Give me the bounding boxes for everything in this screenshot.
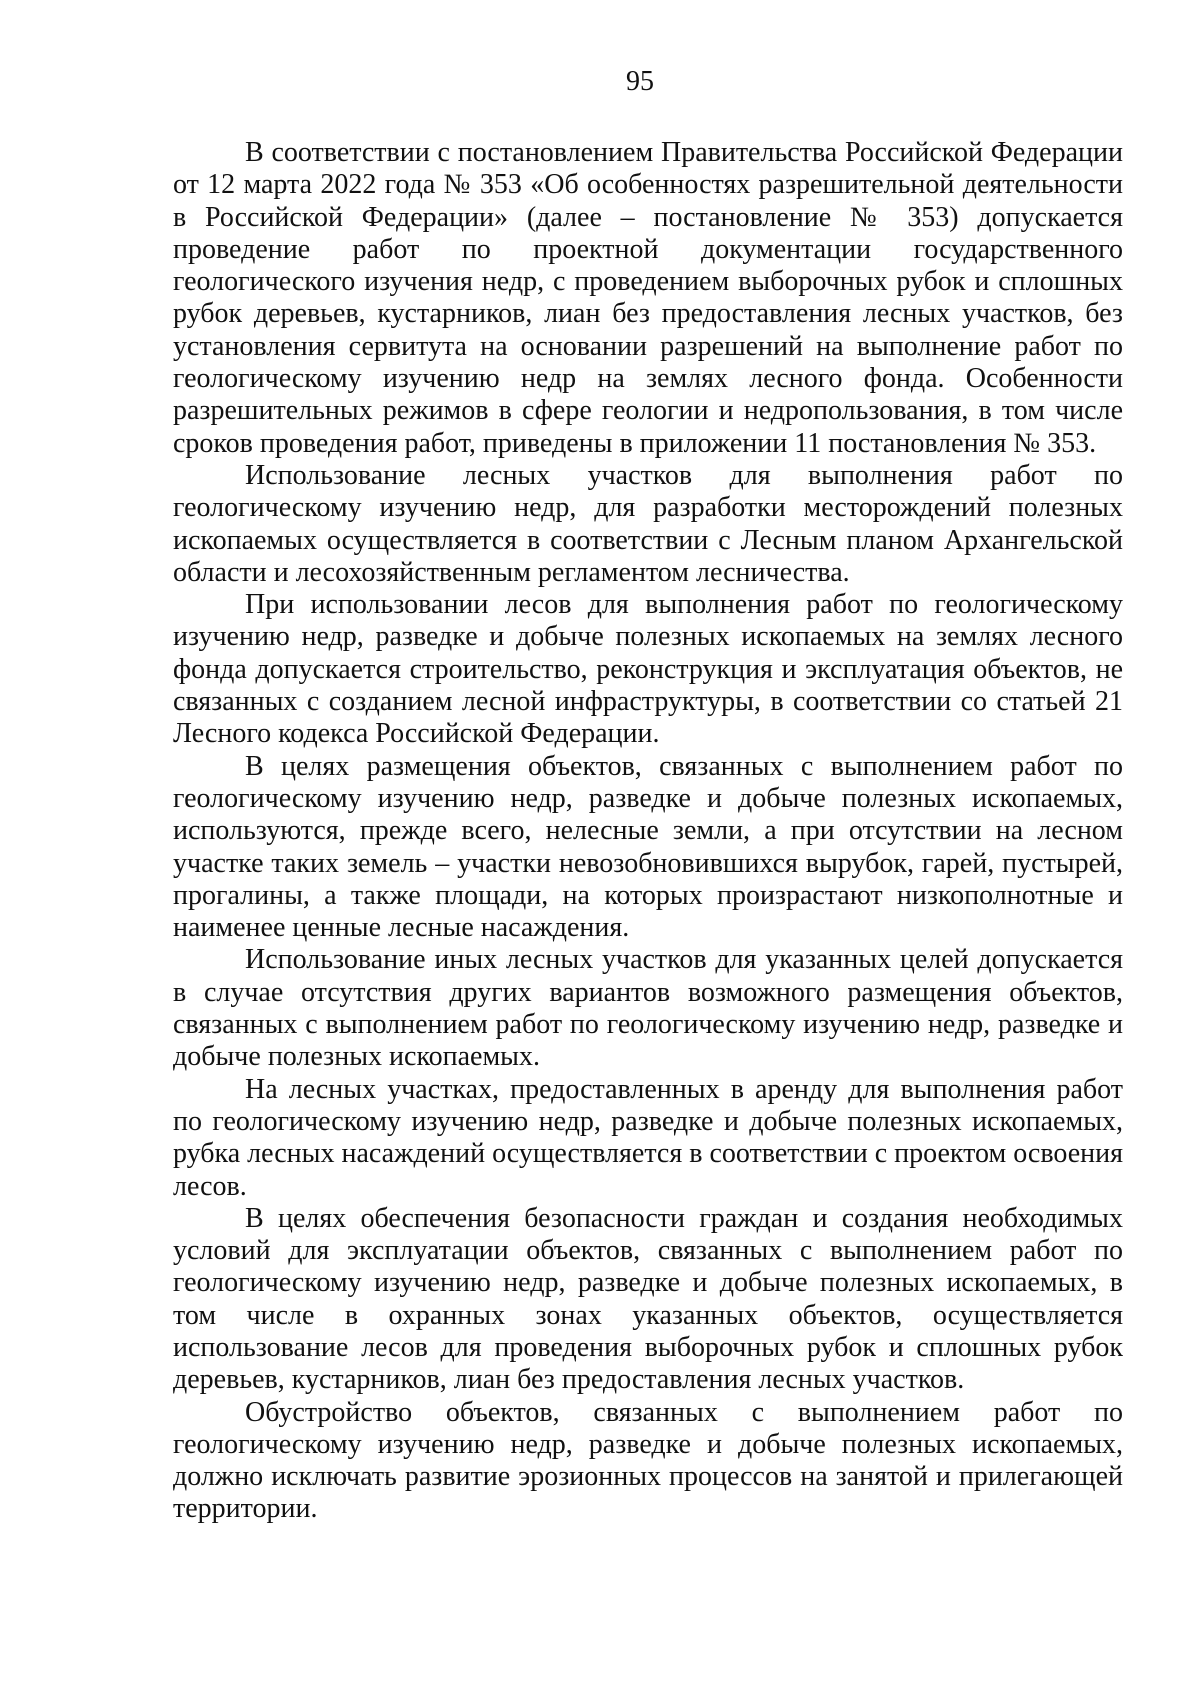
paragraph-forest-plot-use: Использование лесных участков для выполнения работ по геологическому изучению недр, для разработки месторождений полезных ископаемых осуществляется в соответствии с Лесным планом Архангельской области и лесохозяйственным регламентом лесничества.: [173, 459, 1123, 588]
paragraph-safety-felling: В целях обеспечения безопасности граждан и создания необходимых условий для эксплуатации объектов, связанных с выполнением работ по геологическому изучению недр, разведке и добыче полезных ископаемых, в том числе в охранных зонах указанных объектов, осуществляется использование лесов для проведения выборочных рубок и сплошных рубок деревьев, кустарников, лиан без предоставления лесных участков.: [173, 1202, 1123, 1396]
page-number: 95: [626, 66, 654, 97]
paragraph-resolution-353: В соответствии с постановлением Правительства Российской Федерации от 12 марта 2022 года № 353 «Об особенностях разрешительной деятельности в Российской Федерации» (далее – постановление № 353) допускается проведение работ по проектной документации государственного геологического изучения недр, с проведением выборочных рубок и сплошных рубок деревьев, кустарников, лиан без предоставления лесных участков, без установления сервитута на основании разрешений на выполнение работ по геологическому изучению недр на землях лесного фонда. Особенности разрешительных режимов в сфере геологии и недропользования, в том числе сроков проведения работ, приведены в приложении 11 постановления № 353.: [173, 137, 1123, 459]
paragraph-placement-priority: В целях размещения объектов, связанных с выполнением работ по геологическому изучению недр, разведке и добыче полезных ископаемых, используются, прежде всего, нелесные земли, а при отсутствии на лесном участке таких земель – участки невозобновившихся вырубок, гарей, пустырей, прогалины, а также площади, на которых произрастают низкополнотные и наименее ценные лесные насаждения.: [173, 750, 1123, 944]
paragraph-other-plots: Использование иных лесных участков для указанных целей допускается в случае отсутствия других вариантов возможного размещения объектов, связанных с выполнением работ по геологическому изучению недр, разведке и добыче полезных ископаемых.: [173, 944, 1123, 1073]
paragraph-construction-allowed: При использовании лесов для выполнения работ по геологическому изучению недр, разведке и добыче полезных ископаемых на землях лесного фонда допускается строительство, реконструкция и эксплуатация объектов, не связанных с созданием лесной инфраструктуры, в соответствии со статьей 21 Лесного кодекса Российской Федерации.: [173, 589, 1123, 750]
paragraph-leased-plots: На лесных участках, предоставленных в аренду для выполнения работ по геологическому изучению недр, разведке и добыче полезных ископаемых, рубка лесных насаждений осуществляется в соответствии с проектом освоения лесов.: [173, 1073, 1123, 1202]
paragraph-erosion-prevention: Обустройство объектов, связанных с выполнением работ по геологическому изучению недр, разведке и добыче полезных ископаемых, должно исключать развитие эрозионных процессов на занятой и прилегающей территории.: [173, 1396, 1123, 1525]
document-body: [173, 137, 1123, 1526]
